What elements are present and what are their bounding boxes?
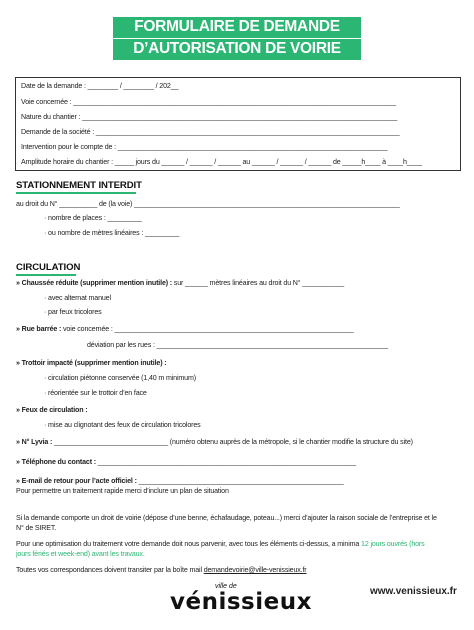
rue-barree-label: » Rue barrée : <box>16 325 62 333</box>
clignotant-option: · mise au clignotant des feux de circulation tricolores <box>44 421 201 429</box>
lyvia-label: » N° Lyvia : <box>16 438 53 446</box>
stationnement-heading: STATIONNEMENT INTERDIT <box>16 180 142 191</box>
circulation-underline <box>16 274 76 276</box>
telephone-line[interactable] <box>16 458 356 467</box>
voie-field[interactable]: Voie concernée : _____________________________________________________________________________________ <box>21 98 396 106</box>
email-line[interactable] <box>16 477 344 486</box>
telephone-label: » Téléphone du contact : <box>16 458 96 466</box>
logo-ville-de: ville de <box>215 583 237 590</box>
note-email <box>16 566 307 575</box>
alternat-option: · avec alternat manuel <box>44 294 111 302</box>
chaussee-field[interactable]: sur ______ mètres linéaires au droit du N° ___________ <box>171 279 345 287</box>
lyvia-line[interactable] <box>16 438 413 447</box>
request-info-box <box>15 77 461 171</box>
rue-barree-field[interactable]: voie concernée : _______________________________________________________________ <box>61 325 354 333</box>
website-link[interactable]: www.venissieux.fr <box>370 586 457 597</box>
places-field[interactable]: · nombre de places : _________ <box>44 214 142 222</box>
date-field[interactable]: Date de la demande : ________ / ________ / 202__ <box>21 82 179 90</box>
contact-email-link[interactable]: demandevoirie@ville-venissieux.fr <box>203 566 307 574</box>
email-note: Pour permettre un traitement rapide merci d’inclure un plan de situation <box>16 487 229 495</box>
chaussee-label: » Chaussée réduite (supprimer mention inutile) : <box>16 279 172 287</box>
venissieux-logo <box>170 583 310 623</box>
note-droit-voirie-2: N° de SIRET. <box>16 524 57 532</box>
intervention-field[interactable]: Intervention pour le compte de : _______________________________________________________________________ <box>21 143 388 151</box>
stationnement-underline <box>16 192 136 194</box>
note-delai-2: jours fériés et week-end) avant les travaux. <box>16 550 145 558</box>
title-line-1: FORMULAIRE DE DEMANDE <box>113 17 361 38</box>
title-line-2: D’AUTORISATION DE VOIRIE <box>113 39 361 60</box>
chaussee-line[interactable] <box>16 279 344 288</box>
nature-field[interactable]: Nature du chantier : ___________________________________________________________________________________ <box>21 113 398 121</box>
note-email-text: Toutes vos correspondances doivent transiter par la boîte mail <box>16 566 204 574</box>
metres-field[interactable]: · ou nombre de mètres linéaires : _________ <box>44 229 180 237</box>
trottoir-label: » Trottoir impacté (supprimer mention inutile) : <box>16 359 167 367</box>
circulation-heading: CIRCULATION <box>16 262 81 273</box>
societe-field[interactable]: Demande de la société : ________________________________________________________________________________ <box>21 128 400 136</box>
lyvia-field[interactable]: ______________________________ (numéro obtenu auprès de la métropole, si le chantier modifie la structure du site) <box>52 438 413 446</box>
rue-barree-line[interactable] <box>16 325 354 334</box>
amplitude-field[interactable]: Amplitude horaire du chantier : _____ jours du ______ / ______ / ______ au ______ / ______ / ______ de _____h____ à ____h____ <box>21 158 422 166</box>
stationnement-address-field[interactable]: au droit du N° __________ de (la voie) ______________________________________________________________________ <box>16 200 400 208</box>
feux-label: » Feux de circulation : <box>16 406 88 414</box>
reorientee-option: · réorientée sur le trottoir d’en face <box>44 389 147 397</box>
feux-tricolores-option: · par feux tricolores <box>44 308 102 316</box>
logo-venissieux: vénissieux <box>170 589 312 615</box>
email-label: » E-mail de retour pour l’acte officiel : <box>16 477 137 485</box>
deviation-field[interactable]: déviation par les rues : _____________________________________________________________ <box>87 341 389 349</box>
note-delai-highlight: 12 jours ouvrés (hors <box>361 540 425 548</box>
note-delai-text: Pour une optimisation du traitement votre demande doit nous parvenir, avec tous les éléments ci-dessus, a minima <box>16 540 362 548</box>
note-droit-voirie-1: Si la demande comporte un droit de voirie (dépose d’une benne, échafaudage, poteau...) merci d’ajouter la raison sociale de l’entreprise et le <box>16 514 437 522</box>
note-delai-1 <box>16 540 425 549</box>
pietonne-option: · circulation piétonne conservée (1,40 m minimum) <box>44 374 196 382</box>
telephone-field[interactable]: ____________________________________________________________________ <box>95 458 356 466</box>
email-field[interactable]: ______________________________________________________ <box>136 477 344 485</box>
